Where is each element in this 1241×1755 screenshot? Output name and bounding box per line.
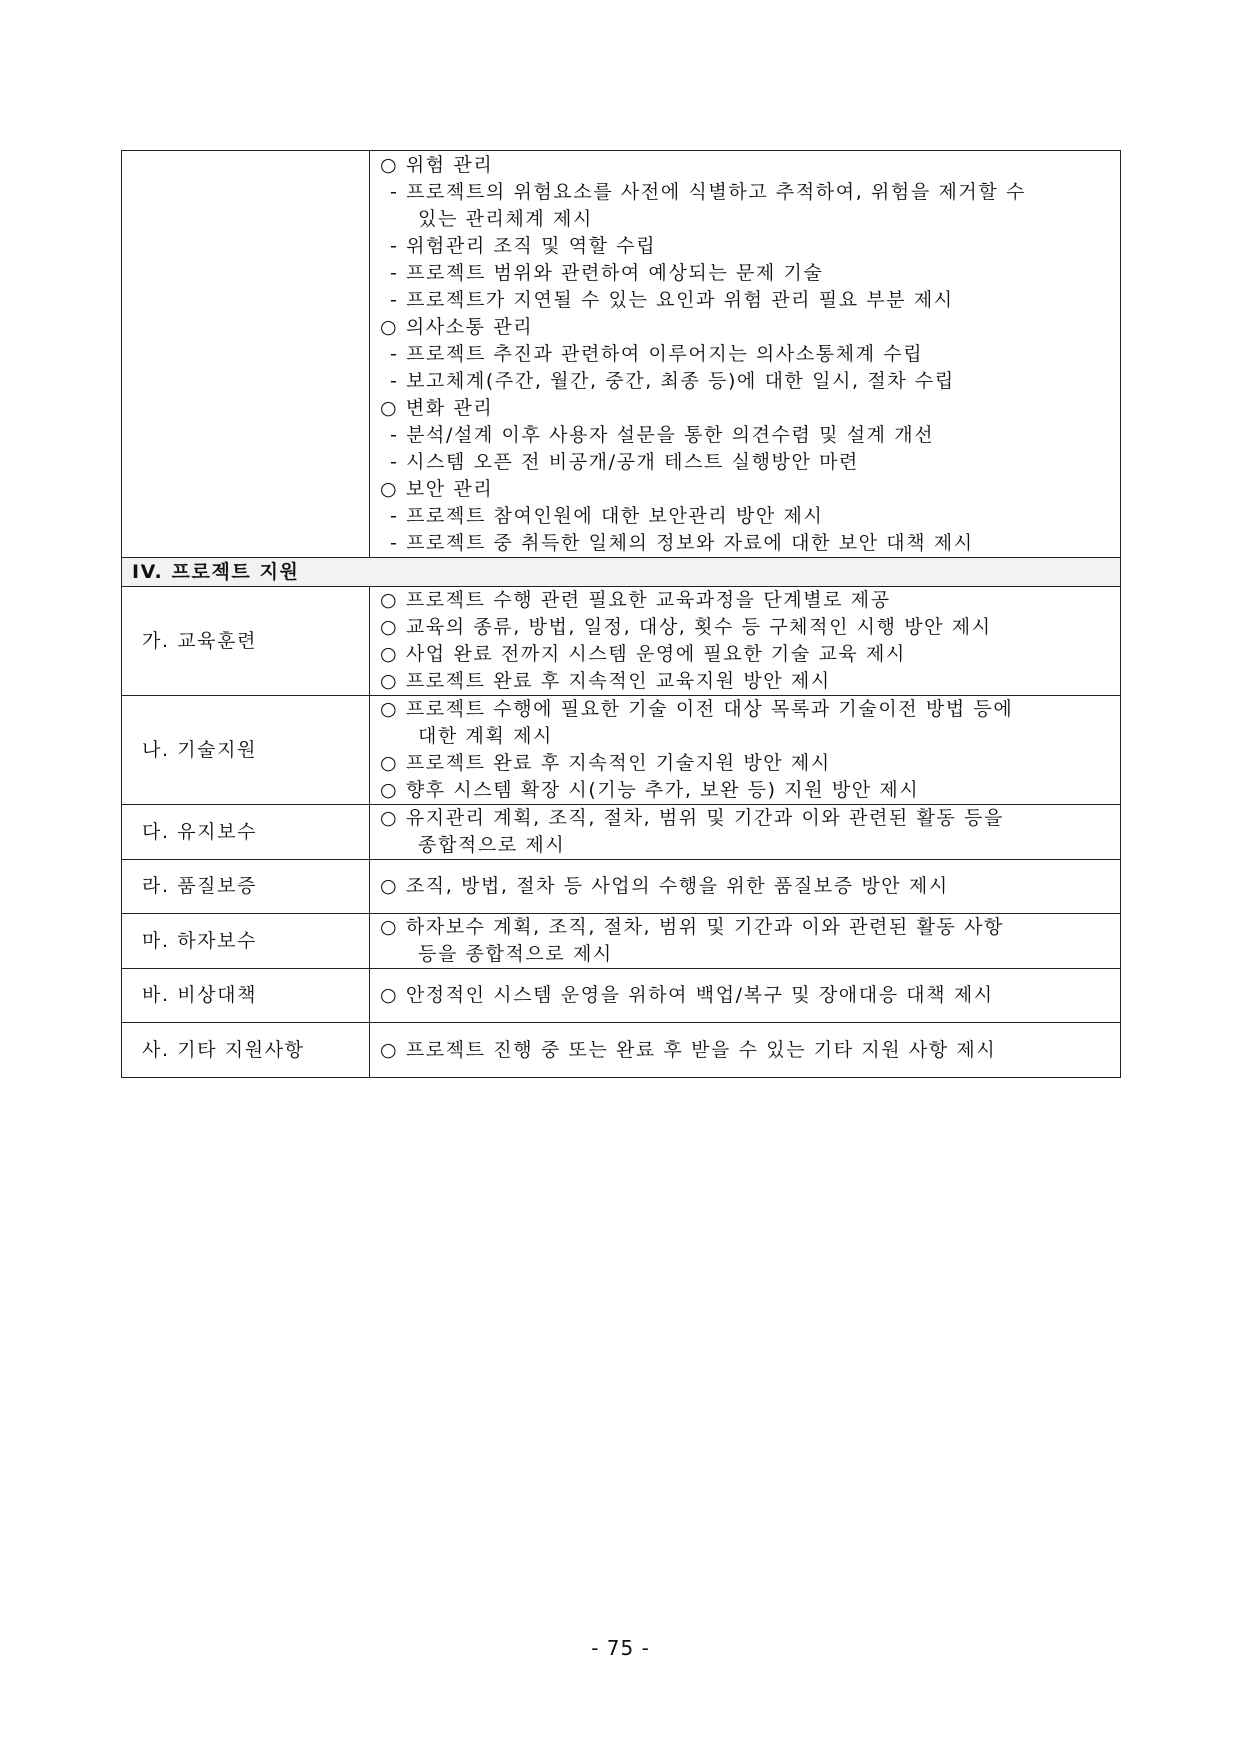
table-row <box>122 914 1121 969</box>
table-row <box>122 969 1121 1023</box>
table-body <box>122 151 1121 1078</box>
bullet-item: ○ 프로젝트 수행 관련 필요한 교육과정을 단계별로 제공 <box>380 589 891 611</box>
wrapped-line: 등을 종합적으로 제시 <box>418 943 613 965</box>
row-label: 가. 교육훈련 <box>122 587 370 696</box>
table-row <box>122 696 1121 805</box>
top-continuation-row <box>122 151 1121 558</box>
row-label: 마. 하자보수 <box>122 914 370 969</box>
row-label: 나. 기술지원 <box>122 696 370 805</box>
bullet-item: ○ 프로젝트 완료 후 지속적인 기술지원 방안 제시 <box>380 752 831 774</box>
row-label: 바. 비상대책 <box>122 969 370 1023</box>
sub-item: - 분석/설계 이후 사용자 설문을 통한 의견수렴 및 설계 개선 <box>390 424 935 446</box>
bullet-item: ○ 프로젝트 완료 후 지속적인 교육지원 방안 제시 <box>380 670 831 692</box>
bullet-item: ○ 변화 관리 <box>380 397 494 419</box>
wrapped-line: 종합적으로 제시 <box>418 834 566 856</box>
row-label: 라. 품질보증 <box>122 860 370 914</box>
row-content <box>370 696 1121 805</box>
bullet-item: ○ 교육의 종류, 방법, 일정, 대상, 횟수 등 구체적인 시행 방안 제시 <box>380 616 992 638</box>
wrapped-line: 대한 계획 제시 <box>418 725 554 747</box>
row-label: 사. 기타 지원사항 <box>122 1023 370 1078</box>
section-title: IV. 프로젝트 지원 <box>122 558 1121 587</box>
bullet-item: ○ 조직, 방법, 절차 등 사업의 수행을 위한 품질보증 방안 제시 <box>380 875 949 897</box>
row-content <box>370 860 1121 914</box>
requirements-table <box>121 150 1121 1078</box>
top-content-cell <box>370 151 1121 558</box>
bullet-item: ○ 보안 관리 <box>380 478 494 500</box>
row-content <box>370 914 1121 969</box>
sub-item: - 위험관리 조직 및 역할 수립 <box>390 235 657 257</box>
bullet-item: ○ 향후 시스템 확장 시(기능 추가, 보완 등) 지원 방안 제시 <box>380 779 920 801</box>
row-label: 다. 유지보수 <box>122 805 370 860</box>
sub-item: - 프로젝트 중 취득한 일체의 정보와 자료에 대한 보안 대책 제시 <box>390 532 974 554</box>
row-content <box>370 805 1121 860</box>
sub-item: - 시스템 오픈 전 비공개/공개 테스트 실행방안 마련 <box>390 451 860 473</box>
bullet-item: ○ 위험 관리 <box>380 154 494 176</box>
bullet-item: ○ 안정적인 시스템 운영을 위하여 백업/복구 및 장애대응 대책 제시 <box>380 984 994 1006</box>
row-content <box>370 969 1121 1023</box>
bullet-item: ○ 프로젝트 진행 중 또는 완료 후 받을 수 있는 기타 지원 사항 제시 <box>380 1038 997 1061</box>
table-row <box>122 805 1121 860</box>
row-content <box>370 1023 1121 1078</box>
sub-item: - 프로젝트가 지연될 수 있는 요인과 위험 관리 필요 부분 제시 <box>390 289 954 311</box>
top-empty-label-cell <box>122 151 370 558</box>
wrapped-line: 있는 관리체계 제시 <box>418 208 593 230</box>
page-number: - 75 - <box>591 1636 650 1660</box>
bullet-item: ○ 하자보수 계획, 조직, 절차, 범위 및 기간과 이와 관련된 활동 사항 <box>380 916 1004 938</box>
bullet-item: ○ 유지관리 계획, 조직, 절차, 범위 및 기간과 이와 관련된 활동 등을 <box>380 807 1004 829</box>
sub-item: - 프로젝트 추진과 관련하여 이루어지는 의사소통체계 수립 <box>390 343 924 365</box>
row-content <box>370 587 1121 696</box>
section-header-row <box>122 558 1121 587</box>
sub-item: - 프로젝트 참여인원에 대한 보안관리 방안 제시 <box>390 505 824 527</box>
table-row <box>122 587 1121 696</box>
sub-item: - 프로젝트의 위험요소를 사전에 식별하고 추적하여, 위험을 제거할 수 <box>390 181 1026 203</box>
table-row <box>122 860 1121 914</box>
bullet-item: ○ 프로젝트 수행에 필요한 기술 이전 대상 목록과 기술이전 방법 등에 <box>380 698 1014 720</box>
sub-item: - 보고체계(주간, 월간, 중간, 최종 등)에 대한 일시, 절차 수립 <box>390 370 955 392</box>
bullet-item: ○ 의사소통 관리 <box>380 316 534 338</box>
table-row <box>122 1023 1121 1078</box>
bullet-item: ○ 사업 완료 전까지 시스템 운영에 필요한 기술 교육 제시 <box>380 643 906 665</box>
sub-item: - 프로젝트 범위와 관련하여 예상되는 문제 기술 <box>390 262 824 284</box>
